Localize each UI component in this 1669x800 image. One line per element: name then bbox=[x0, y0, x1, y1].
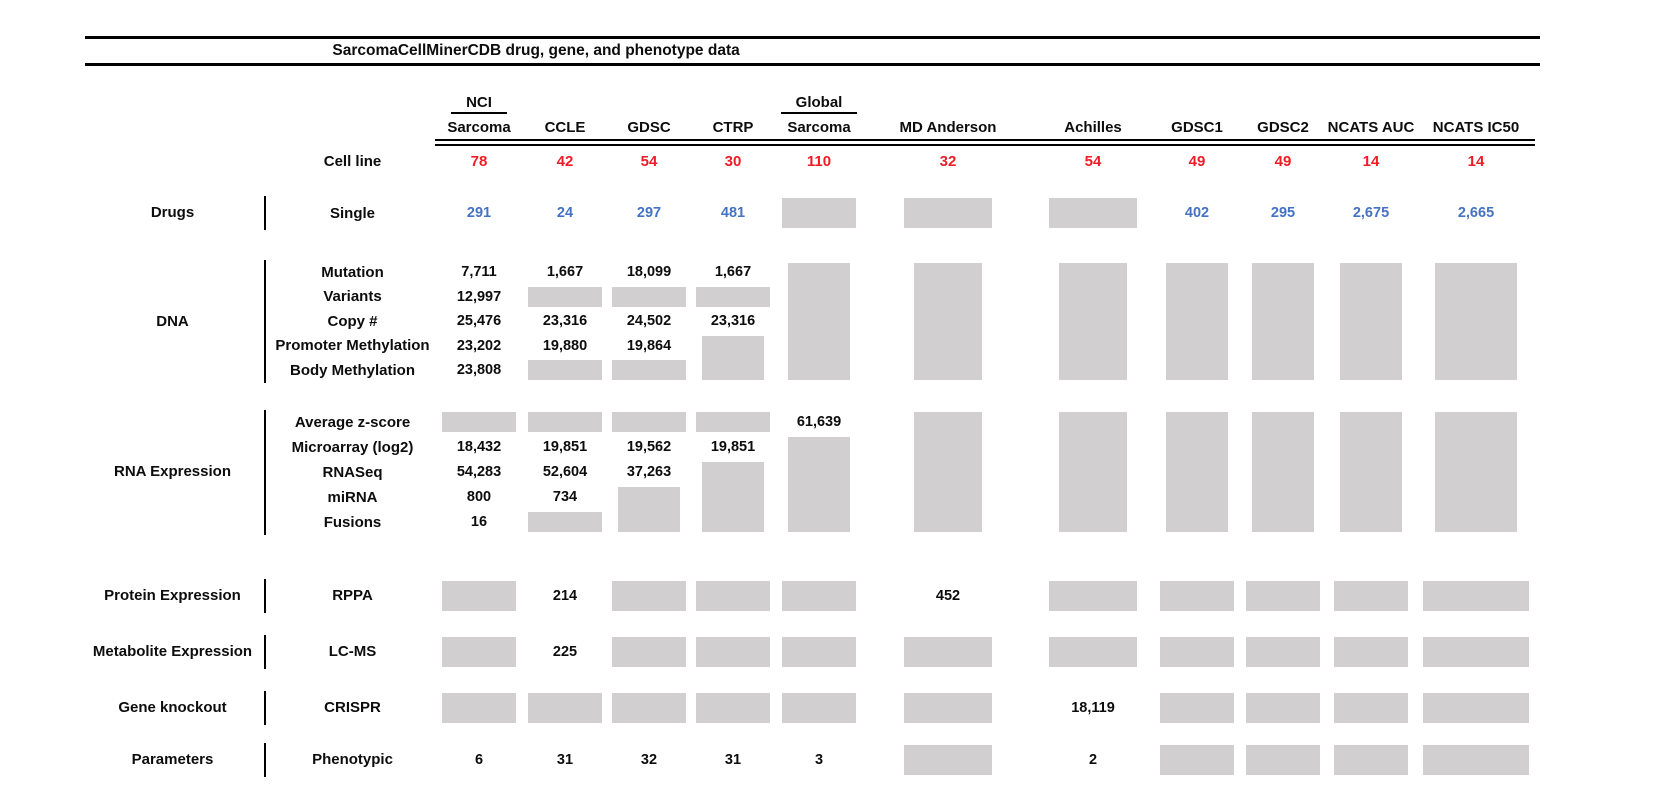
title-band bbox=[85, 36, 1540, 66]
row-label-single: Single bbox=[329, 204, 375, 222]
no-data-box bbox=[782, 581, 856, 611]
data-cell: 23,316 bbox=[710, 313, 756, 330]
cell-line-count: 54 bbox=[640, 152, 658, 170]
no-data-cell bbox=[863, 260, 1033, 383]
column-header-row bbox=[85, 92, 1540, 174]
no-data-box bbox=[442, 581, 516, 611]
no-data-box bbox=[1049, 198, 1137, 228]
no-data-box bbox=[696, 412, 770, 432]
no-data-box bbox=[782, 693, 856, 723]
no-data-cell bbox=[607, 358, 691, 383]
row-label-mirna: miRNA bbox=[327, 488, 378, 506]
cell-line-label: Cell line bbox=[323, 152, 382, 170]
no-data-cell bbox=[523, 691, 607, 725]
data-cell: 18,119 bbox=[1071, 699, 1115, 716]
no-data-cell bbox=[523, 285, 607, 310]
no-data-box bbox=[612, 360, 686, 380]
cell-line-count: 32 bbox=[939, 152, 957, 170]
category-divider-bar bbox=[264, 635, 266, 669]
cell-line-count: 30 bbox=[724, 152, 742, 170]
no-data-box bbox=[914, 412, 982, 532]
data-cell: 2,675 bbox=[1352, 205, 1390, 221]
drugs-block bbox=[85, 196, 1540, 230]
row-label-copy-number: Copy # bbox=[327, 312, 378, 330]
row-label-crispr: CRISPR bbox=[324, 699, 381, 716]
no-data-cell bbox=[775, 691, 863, 725]
data-cell: 3 bbox=[814, 751, 824, 768]
no-data-box bbox=[1160, 637, 1234, 667]
data-cell: 23,316 bbox=[542, 313, 588, 330]
data-cell: 19,851 bbox=[710, 439, 756, 455]
no-data-box bbox=[696, 693, 770, 723]
data-cell: 7,711 bbox=[461, 264, 497, 281]
data-cell: 1,667 bbox=[546, 264, 584, 281]
data-cell: 800 bbox=[466, 489, 492, 505]
no-data-cell bbox=[1153, 410, 1241, 535]
data-cell: 12,997 bbox=[456, 288, 502, 305]
no-data-cell bbox=[691, 285, 775, 310]
no-data-box bbox=[904, 637, 992, 667]
column-header-top-nci: NCI bbox=[435, 94, 523, 114]
data-cell: 295 bbox=[1270, 205, 1296, 221]
no-data-box bbox=[904, 745, 992, 775]
no-data-box bbox=[528, 512, 602, 532]
column-header: GDSC1 bbox=[1171, 119, 1223, 136]
no-data-box bbox=[696, 581, 770, 611]
category-divider-bar bbox=[264, 196, 266, 230]
no-data-cell bbox=[1417, 635, 1535, 669]
metabolite-expression-block bbox=[85, 635, 1540, 669]
data-cell: 291 bbox=[466, 205, 492, 221]
no-data-box bbox=[442, 637, 516, 667]
no-data-box bbox=[914, 263, 982, 381]
gene-knockout-block bbox=[85, 691, 1540, 725]
data-cell: 2,665 bbox=[1457, 205, 1495, 221]
no-data-box bbox=[1049, 637, 1137, 667]
no-data-cell bbox=[1241, 743, 1325, 777]
no-data-box bbox=[442, 693, 516, 723]
no-data-cell bbox=[1417, 579, 1535, 613]
cell-line-count: 14 bbox=[1467, 152, 1485, 170]
data-cell: 297 bbox=[636, 205, 662, 221]
no-data-box bbox=[612, 412, 686, 432]
data-cell: 37,263 bbox=[626, 464, 672, 480]
no-data-box bbox=[528, 360, 602, 380]
no-data-box bbox=[696, 287, 770, 307]
no-data-cell bbox=[1417, 410, 1535, 535]
no-data-box bbox=[1435, 412, 1517, 532]
no-data-cell bbox=[1033, 260, 1153, 383]
row-label-average-z-score: Average z-score bbox=[294, 413, 411, 431]
no-data-cell bbox=[1241, 691, 1325, 725]
figure-content bbox=[85, 36, 1540, 777]
category-label-rna-expression: RNA Expression bbox=[114, 463, 231, 481]
no-data-cell bbox=[1241, 635, 1325, 669]
category-divider-bar bbox=[264, 743, 266, 777]
no-data-box bbox=[1334, 637, 1408, 667]
no-data-cell bbox=[435, 691, 523, 725]
category-divider-bar bbox=[264, 410, 266, 535]
data-cell: 23,808 bbox=[456, 362, 502, 379]
no-data-box bbox=[788, 437, 850, 532]
no-data-cell bbox=[863, 635, 1033, 669]
data-cell: 32 bbox=[640, 751, 658, 768]
data-cell: 19,562 bbox=[626, 439, 672, 455]
data-cell: 23,202 bbox=[456, 337, 502, 354]
data-cell: 52,604 bbox=[542, 464, 588, 480]
cell-line-count: 42 bbox=[556, 152, 574, 170]
no-data-box bbox=[618, 487, 680, 532]
no-data-cell bbox=[523, 510, 607, 535]
data-cell: 18,099 bbox=[626, 264, 672, 281]
no-data-cell bbox=[1153, 635, 1241, 669]
column-header: MD Anderson bbox=[899, 119, 997, 136]
cell-line-count: 49 bbox=[1188, 152, 1206, 170]
no-data-cell bbox=[607, 579, 691, 613]
category-label-drugs: Drugs bbox=[150, 204, 195, 222]
no-data-box bbox=[1246, 745, 1320, 775]
cell-line-count: 54 bbox=[1084, 152, 1102, 170]
no-data-box bbox=[1246, 637, 1320, 667]
data-cell: 2 bbox=[1088, 751, 1098, 768]
data-cell: 54,283 bbox=[456, 464, 502, 480]
no-data-box bbox=[1160, 581, 1234, 611]
no-data-box bbox=[1423, 637, 1529, 667]
no-data-cell bbox=[1153, 691, 1241, 725]
row-label-lc-ms: LC-MS bbox=[328, 643, 377, 660]
category-label-parameters: Parameters bbox=[131, 750, 214, 768]
no-data-cell bbox=[1325, 410, 1417, 535]
row-label-microarray: Microarray (log2) bbox=[291, 438, 414, 456]
no-data-cell bbox=[863, 743, 1033, 777]
no-data-cell bbox=[691, 410, 775, 435]
no-data-cell bbox=[607, 410, 691, 435]
row-label-promoter-methylation: Promoter Methylation bbox=[275, 337, 430, 355]
no-data-cell bbox=[435, 410, 523, 435]
no-data-box bbox=[1334, 693, 1408, 723]
no-data-box bbox=[1252, 263, 1314, 381]
no-data-cell bbox=[1325, 691, 1417, 725]
row-label-variants: Variants bbox=[323, 288, 382, 306]
no-data-box bbox=[528, 693, 602, 723]
no-data-cell bbox=[1153, 260, 1241, 383]
no-data-box bbox=[442, 412, 516, 432]
no-data-cell bbox=[691, 334, 775, 383]
data-cell: 225 bbox=[552, 643, 578, 660]
no-data-cell bbox=[1325, 635, 1417, 669]
column-header-top-global: Global bbox=[775, 94, 863, 114]
no-data-cell bbox=[1417, 260, 1535, 383]
data-cell: 481 bbox=[720, 205, 746, 221]
column-header: Achilles bbox=[1064, 119, 1122, 136]
column-header: CTRP bbox=[712, 119, 754, 136]
no-data-box bbox=[612, 287, 686, 307]
data-cell: 19,864 bbox=[626, 337, 672, 354]
no-data-cell bbox=[1241, 579, 1325, 613]
no-data-box bbox=[1423, 745, 1529, 775]
no-data-box bbox=[904, 198, 992, 228]
no-data-box bbox=[612, 637, 686, 667]
no-data-box bbox=[1059, 412, 1127, 532]
parameters-block bbox=[85, 743, 1540, 777]
no-data-box bbox=[702, 462, 764, 532]
no-data-box bbox=[1160, 745, 1234, 775]
category-divider-bar bbox=[264, 579, 266, 613]
category-label-metabolite-expression: Metabolite Expression bbox=[92, 642, 253, 660]
no-data-cell bbox=[775, 635, 863, 669]
no-data-box bbox=[696, 637, 770, 667]
row-label-phenotypic: Phenotypic bbox=[312, 751, 393, 768]
column-header: GDSC2 bbox=[1257, 119, 1309, 136]
no-data-cell bbox=[1417, 743, 1535, 777]
no-data-cell bbox=[691, 460, 775, 535]
data-cell: 31 bbox=[724, 751, 742, 768]
no-data-box bbox=[782, 637, 856, 667]
no-data-cell bbox=[1417, 691, 1535, 725]
no-data-box bbox=[904, 693, 992, 723]
data-cell: 6 bbox=[474, 751, 484, 768]
no-data-cell bbox=[1033, 196, 1153, 230]
figure-title: SarcomaCellMinerCDB drug, gene, and phenotype data bbox=[332, 42, 740, 59]
column-header: Sarcoma bbox=[447, 119, 511, 136]
no-data-cell bbox=[1153, 743, 1241, 777]
no-data-cell bbox=[523, 410, 607, 435]
data-cell: 25,476 bbox=[456, 313, 502, 330]
data-cell: 734 bbox=[552, 489, 578, 505]
category-divider-bar bbox=[264, 260, 266, 383]
no-data-cell bbox=[775, 435, 863, 535]
no-data-cell bbox=[523, 358, 607, 383]
column-header: NCATS AUC bbox=[1327, 119, 1415, 136]
no-data-cell bbox=[1033, 635, 1153, 669]
data-cell: 16 bbox=[470, 514, 488, 530]
data-cell: 24 bbox=[556, 205, 574, 221]
cell-line-count: 49 bbox=[1274, 152, 1292, 170]
row-label-rnaseq: RNASeq bbox=[322, 463, 383, 481]
no-data-cell bbox=[607, 691, 691, 725]
cell-line-count: 110 bbox=[806, 152, 832, 170]
no-data-box bbox=[1059, 263, 1127, 381]
no-data-cell bbox=[691, 691, 775, 725]
rna-expression-block bbox=[85, 410, 1540, 535]
category-label-protein-expression: Protein Expression bbox=[104, 586, 241, 604]
no-data-cell bbox=[863, 196, 1033, 230]
no-data-cell bbox=[435, 635, 523, 669]
no-data-box bbox=[612, 693, 686, 723]
no-data-box bbox=[1340, 263, 1402, 381]
no-data-box bbox=[1435, 263, 1517, 381]
data-cell: 31 bbox=[556, 751, 574, 768]
no-data-box bbox=[528, 412, 602, 432]
no-data-box bbox=[1340, 412, 1402, 532]
no-data-cell bbox=[775, 260, 863, 383]
cell-line-count: 78 bbox=[470, 152, 488, 170]
no-data-cell bbox=[863, 691, 1033, 725]
no-data-cell bbox=[1033, 410, 1153, 535]
row-label-rppa: RPPA bbox=[332, 587, 373, 604]
no-data-cell bbox=[607, 635, 691, 669]
row-label-body-methylation: Body Methylation bbox=[289, 361, 415, 379]
no-data-box bbox=[1246, 693, 1320, 723]
data-cell: 61,639 bbox=[796, 414, 842, 430]
column-header: NCATS IC50 bbox=[1432, 119, 1520, 136]
no-data-box bbox=[782, 198, 856, 228]
no-data-cell bbox=[1325, 260, 1417, 383]
no-data-cell bbox=[607, 485, 691, 535]
no-data-box bbox=[1334, 581, 1408, 611]
no-data-box bbox=[788, 263, 850, 381]
no-data-cell bbox=[691, 579, 775, 613]
no-data-cell bbox=[1033, 579, 1153, 613]
row-label-fusions: Fusions bbox=[323, 513, 382, 531]
dna-block bbox=[85, 260, 1540, 383]
data-cell: 18,432 bbox=[456, 439, 502, 455]
no-data-cell bbox=[1241, 410, 1325, 535]
category-label-gene-knockout: Gene knockout bbox=[118, 698, 227, 716]
no-data-box bbox=[612, 581, 686, 611]
category-label-dna: DNA bbox=[156, 312, 189, 330]
no-data-cell bbox=[1325, 743, 1417, 777]
data-cell: 19,851 bbox=[542, 439, 588, 455]
data-cell: 24,502 bbox=[626, 313, 672, 330]
no-data-box bbox=[1252, 412, 1314, 532]
no-data-cell bbox=[607, 285, 691, 310]
no-data-box bbox=[1166, 263, 1228, 381]
data-cell: 452 bbox=[935, 587, 961, 604]
no-data-box bbox=[1423, 693, 1529, 723]
column-header: Sarcoma bbox=[787, 119, 851, 136]
protein-expression-block bbox=[85, 579, 1540, 613]
no-data-box bbox=[1160, 693, 1234, 723]
row-label-mutation: Mutation bbox=[321, 263, 384, 281]
no-data-cell bbox=[1153, 579, 1241, 613]
no-data-box bbox=[1246, 581, 1320, 611]
data-cell: 19,880 bbox=[542, 337, 588, 354]
data-cell: 1,667 bbox=[714, 264, 752, 281]
no-data-box bbox=[528, 287, 602, 307]
no-data-cell bbox=[691, 635, 775, 669]
no-data-box bbox=[1334, 745, 1408, 775]
no-data-cell bbox=[775, 196, 863, 230]
category-divider-bar bbox=[264, 691, 266, 725]
no-data-box bbox=[1166, 412, 1228, 532]
no-data-cell bbox=[1325, 579, 1417, 613]
no-data-box bbox=[1049, 581, 1137, 611]
no-data-cell bbox=[775, 579, 863, 613]
column-header: CCLE bbox=[544, 119, 586, 136]
data-cell: 402 bbox=[1184, 205, 1210, 221]
no-data-box bbox=[702, 336, 764, 380]
no-data-cell bbox=[1241, 260, 1325, 383]
header-double-rule bbox=[435, 139, 1535, 146]
data-cell: 214 bbox=[552, 587, 578, 604]
column-header: GDSC bbox=[627, 119, 671, 136]
cell-line-count: 14 bbox=[1362, 152, 1380, 170]
no-data-box bbox=[1423, 581, 1529, 611]
no-data-cell bbox=[863, 410, 1033, 535]
no-data-cell bbox=[435, 579, 523, 613]
